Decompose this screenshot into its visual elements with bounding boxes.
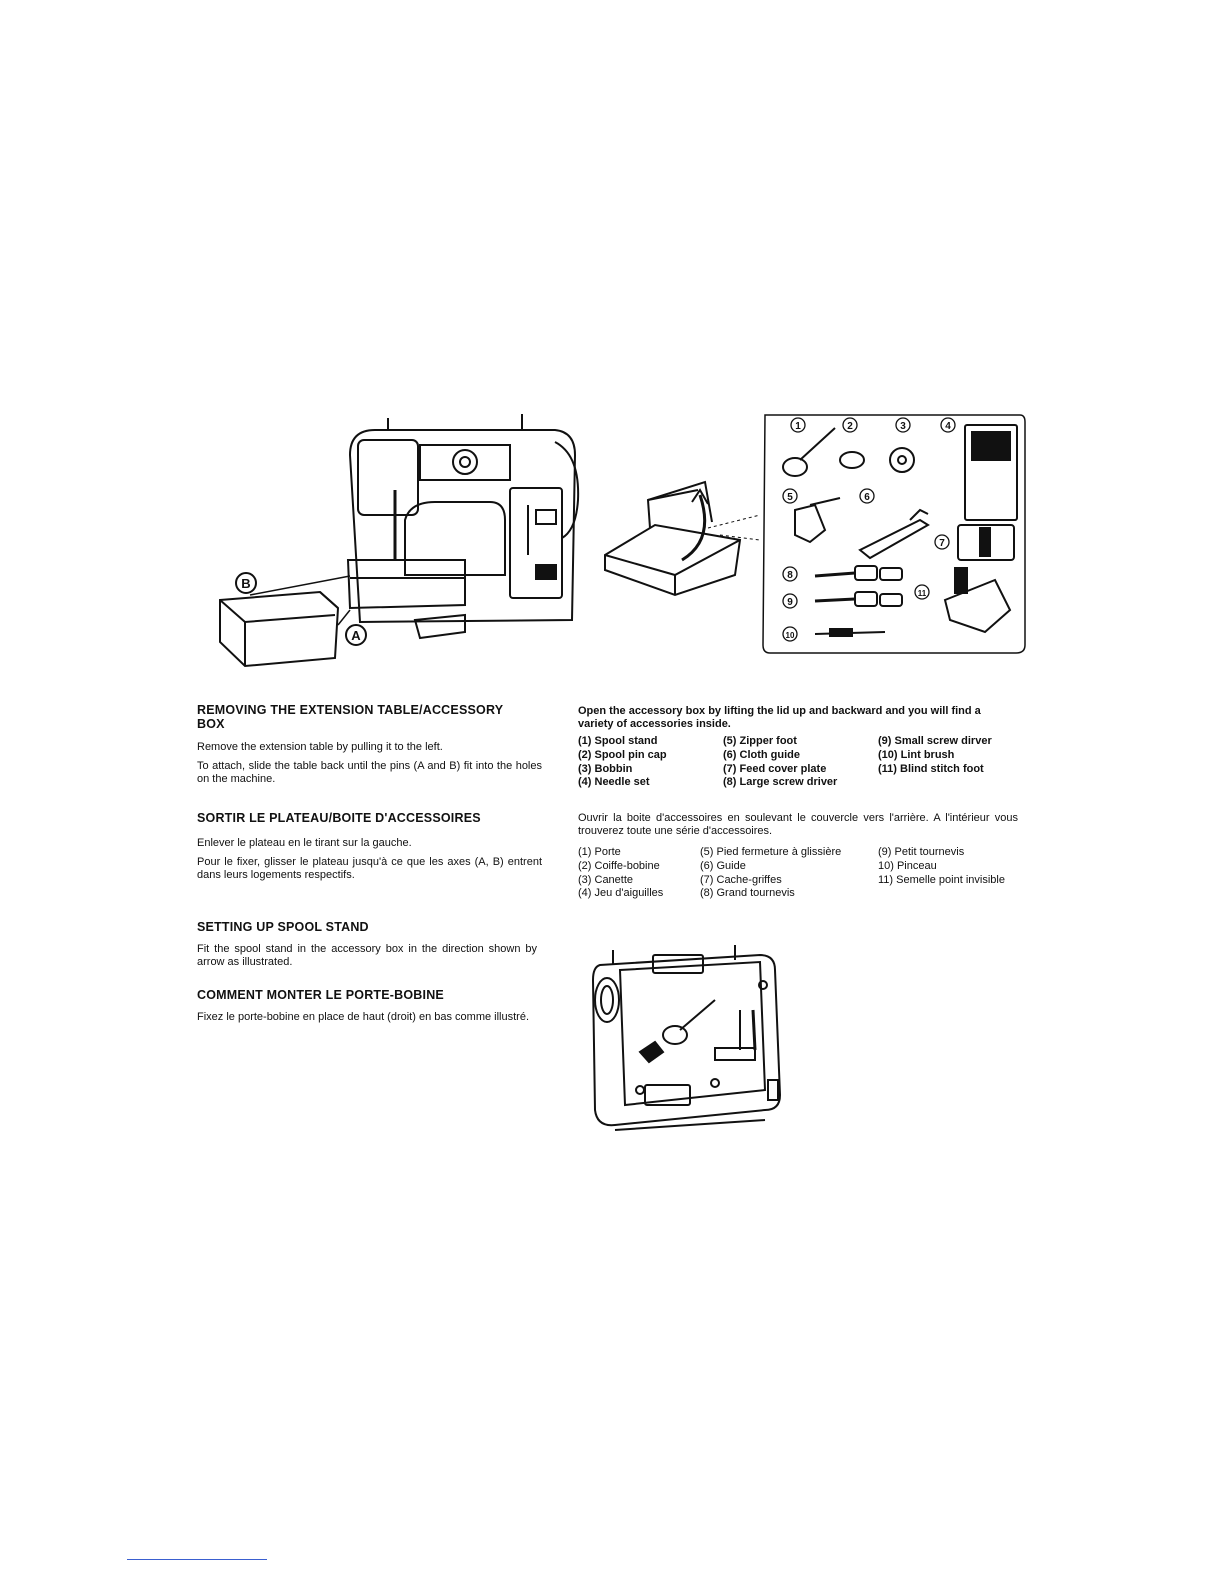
spool-heading: SETTING UP SPOOL STAND (197, 920, 369, 934)
list-item: (7) Cache-griffes (700, 873, 782, 886)
num-8: 8 (787, 570, 793, 581)
intro-french: Ouvrir la boite d'accessoires en soulevant le couvercle vers l'arrière. A l'intérieur vous trouverez toute une série d'accessoires. (578, 812, 1018, 837)
removing-paragraph-2: To attach, slide the table back until the pins (A and B) fit into the holes on the machine. (197, 760, 542, 785)
num-5: 5 (787, 492, 793, 503)
list-item: (1) Porte (578, 846, 621, 858)
num-6: 6 (864, 492, 870, 503)
list-item: (9) Small screw dirver (878, 735, 992, 747)
accessory-list-en-col2 (723, 735, 837, 790)
sortir-paragraph-2: Pour le fixer, glisser le plateau jusqu'à ce que les axes (A, B) entrent dans leurs logements respectifs. (197, 856, 542, 881)
intro-english: Open the accessory box by lifting the lid up and backward and you will find a variety of accessories inside. (578, 705, 981, 730)
accessory-list-fr-col3 (878, 846, 1005, 887)
list-item: (8) Large screw driver (723, 776, 838, 789)
list-item: (3) Canette (578, 873, 634, 886)
label-a: A (351, 628, 361, 643)
removing-heading: REMOVING THE EXTENSION TABLE/ACCESSORY BOX (197, 703, 504, 731)
monter-heading: COMMENT MONTER LE PORTE-BOBINE (197, 988, 444, 1002)
list-item: (3) Bobbin (578, 762, 633, 775)
list-item: (6) Cloth guide (723, 748, 800, 761)
list-item: (2) Coiffe-bobine (578, 859, 660, 872)
accessory-list-en-col1 (578, 735, 667, 790)
list-item: (10) Lint brush (878, 748, 955, 761)
num-3: 3 (900, 421, 906, 432)
spool-stand-illustration (585, 940, 795, 1140)
sortir-heading: SORTIR LE PLATEAU/BOITE D'ACCESSOIRES (197, 811, 481, 825)
label-b: B (241, 576, 251, 591)
list-item: (1) Spool stand (578, 735, 658, 747)
list-item: (8) Grand tournevis (700, 887, 795, 900)
list-item: 10) Pinceau (878, 859, 937, 872)
num-7: 7 (939, 538, 945, 549)
accessory-list-en-col3 (878, 735, 992, 776)
num-4: 4 (945, 421, 951, 432)
accessory-box-illustration (600, 410, 1030, 670)
list-item: (6) Guide (700, 859, 746, 872)
list-item: 11) Semelle point invisible (878, 873, 1005, 886)
list-item: (5) Zipper foot (723, 735, 797, 747)
num-2: 2 (847, 421, 853, 432)
list-item: (5) Pied fermeture à glissière (700, 846, 842, 858)
num-9: 9 (787, 597, 793, 608)
accessory-list-fr-col2 (700, 846, 841, 901)
removing-paragraph-1: Remove the extension table by pulling it to the left. (197, 741, 443, 753)
footer-rule (127, 1559, 267, 1560)
list-item: (4) Jeu d'aiguilles (578, 887, 664, 900)
num-1: 1 (795, 421, 801, 432)
list-item: (11) Blind stitch foot (878, 762, 984, 775)
sewing-machine-illustration (210, 410, 580, 670)
list-item: (4) Needle set (578, 776, 650, 789)
monter-paragraph: Fixez le porte-bobine en place de haut (droit) en bas comme illustré. (197, 1011, 530, 1023)
sortir-paragraph-1: Enlever le plateau en le tirant sur la gauche. (197, 837, 412, 849)
num-10: 10 (785, 631, 795, 640)
spool-paragraph: Fit the spool stand in the accessory box in the direction shown by arrow as illustrated. (197, 943, 537, 968)
accessory-list-fr-col1 (578, 846, 663, 901)
list-item: (2) Spool pin cap (578, 748, 667, 761)
num-11: 11 (917, 589, 927, 598)
list-item: (7) Feed cover plate (723, 762, 827, 775)
list-item: (9) Petit tournevis (878, 846, 965, 858)
